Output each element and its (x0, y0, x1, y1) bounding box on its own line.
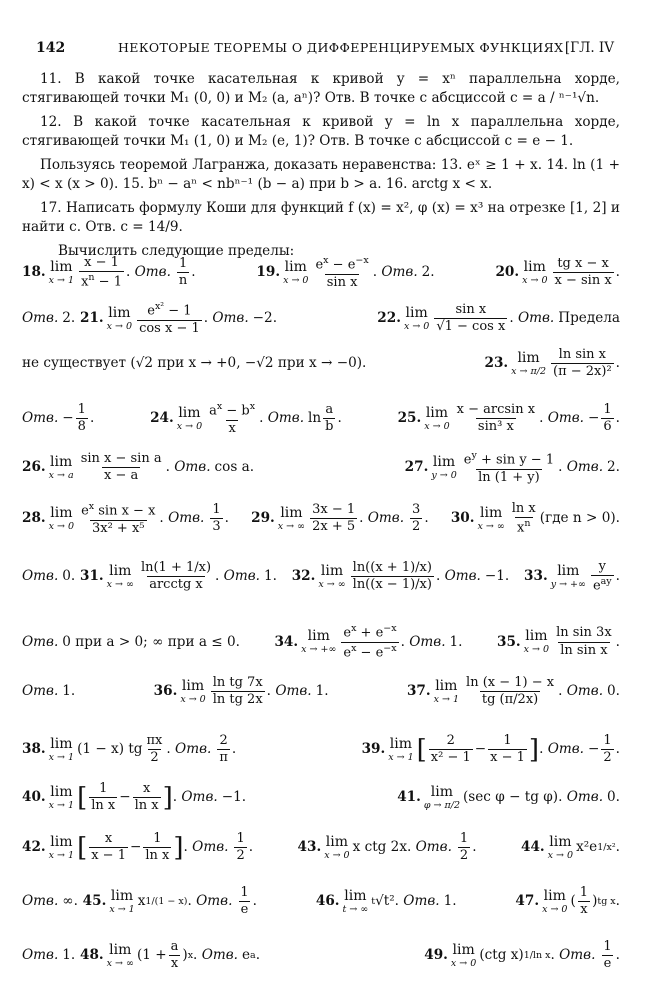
limit-34: 34. lim x → +∞ $\frac{e^x + e^{-x}}{e^x - e^{-x}}$ . Отв. 1. (274, 623, 463, 660)
limit-25: 25. lim x → 0 $\frac{\text{x − arcsin x}}{\text{sin³ x}}$ . Отв. − $\frac{1}{6}$ . (397, 402, 620, 435)
limits-row-6 (22, 502, 620, 536)
limit-20-answer-21: Отв. 2. 21. lim x → 0 $\frac{e^{x^2} - 1}{\text{cos x − 1}}$ . Отв. −2. (22, 301, 278, 336)
limits-row-3 (22, 348, 620, 380)
limit-43: 43. lim x → 0 x ctg 2x. Отв. $\frac{1}{2}$ . (297, 831, 477, 864)
limits-row-1 (22, 256, 620, 290)
limits-row-11 (22, 782, 620, 814)
limit-27: 27. lim y → 0 $\frac{e^y + \sin y - 1}{\ln (1 + y)}$ . Отв. 2. (404, 450, 620, 485)
limits-row-2 (22, 302, 620, 336)
limit-18: 18. lim x → 1 $\frac{x - 1}{x^n - 1}$ . Отв. $\frac{1}{n}$ . (22, 255, 196, 290)
limits-row-14 (22, 940, 620, 972)
limits-row-4 (22, 402, 620, 436)
limits-row-13 (22, 886, 620, 918)
limit-40: 40. lim x → 1 [ $\frac{1}{\text{ln x}}$ − $\frac{x}{\text{ln x}}$ ] . Отв. −1. (22, 781, 247, 814)
page-number: 142 (36, 40, 66, 56)
running-title: НЕКОТОРЫЕ ТЕОРЕМЫ О ДИФФЕРЕНЦИРУЕМЫХ ФУНКЦИЯХ (118, 40, 564, 55)
limit-42: 42. lim x → 1 [ $\frac{x}{x - 1}$ − $\frac{1}{\text{ln x}}$ ] . Отв. $\frac{1}{2}$ . (22, 831, 254, 864)
limit-23-answer: Отв. − $\frac{1}{8}$ . (22, 402, 95, 435)
problem-17: 17. Написать формулу Коши для функций f (x) = x², φ (x) = x³ на отрезке [1, 2] и найти c. Отв. c = 14/9. (22, 200, 620, 235)
limit-38: 38. lim x → 1 (1 − x) tg $\frac{\pi x}{2}$ . Отв. $\frac{2}{\pi}$ . (22, 733, 237, 766)
limits-row-7 (22, 560, 620, 594)
limit-33: 33. lim y → +∞ $\frac{y}{e^{ay}}$ . (524, 559, 620, 594)
page-body (22, 70, 620, 267)
limit-37: 37. lim x → 1 $\frac{\ln (x - 1) - x}{tg (\pi/2x)}$ . Отв. 0. (406, 675, 620, 708)
limit-36: 36. lim x → 0 $\frac{\text{ln tg 7x}}{\text{ln tg 2x}}$ . Отв. 1. (153, 675, 329, 708)
limit-49: 49. lim x → 0 (ctg x) 1/ln x . Отв. $\frac{1}{e}$ . (424, 939, 620, 972)
running-header (36, 40, 614, 62)
chapter-label: [ГЛ. IV (564, 40, 614, 56)
limits-row-12 (22, 832, 620, 864)
limit-33-answer: Отв. 0 при a > 0; ∞ при a ≤ 0. (22, 633, 240, 650)
limit-24: 24. lim x → 0 $\frac{a^x - b^x}{x}$ . Отв. ln $\frac{a}{b}$ . (150, 401, 342, 436)
limits-row-8 (22, 624, 620, 660)
limits-row-5 (22, 451, 620, 485)
problems-13-16: Пользуясь теоремой Лагранжа, доказать неравенства: 13. eˣ ≥ 1 + x. 14. ln (1 + x) < x (x > 0). 15. bⁿ − aⁿ < nbⁿ⁻¹ (b − a) при b > a. 16. arctg x < x. (22, 157, 620, 192)
limit-22-answer: не существует (√2 при x → +0, −√2 при x → −0). (22, 355, 367, 372)
limit-26: 26. lim x → a $\frac{\text{sin x − sin a}}{x - a}$ . Отв. cos a. (22, 451, 255, 484)
limit-19: 19. lim x → 0 $\frac{e^x - e^{-x}}{\text{sin x}}$ . Отв. 2. (256, 255, 435, 290)
limit-23: 23. lim x → π/2 $\frac{\text{ln sin x}}{\text{(π − 2x)²}}$ . (484, 347, 620, 380)
limit-44: 44. lim x → 0 x²e 1/x² . (521, 834, 620, 862)
problem-12: 12. В какой точке касательная к кривой y = ln x параллельна хорде, стягивающей точки M₁ (1, 0) и M₂ (e, 1)? Отв. В точке с абсциссой c = e − 1. (22, 114, 620, 149)
subheading: Вычислить следующие пределы: (58, 243, 295, 259)
limit-29: 29. lim x → ∞ $\frac{3x - 1}{2x + 5}$ . Отв. $\frac{3}{2}$ . (251, 502, 429, 535)
limits-row-9 (22, 676, 620, 708)
limit-22: 22. lim x → 0 $\frac{\text{sin x}}{\text{√1 − cos x}}$ . Отв. Предела (377, 302, 620, 335)
limit-41: 41. lim φ → π/2 (sec φ − tg φ). Отв. 0. (397, 784, 620, 812)
limit-32: 32. lim x → ∞ $\frac{\ln((x + 1)/x)}{\ln((x - 1)/x)}$ . Отв. −1. (291, 560, 510, 593)
limit-35: 35. lim x → 0 $\frac{\text{ln sin 3x}}{\text{ln sin x}}$ . (497, 625, 620, 658)
limit-46: 46. lim t → ∞ t √t². Отв. 1. (315, 888, 457, 916)
limit-20: 20. lim x → 0 $\frac{\text{tg x − x}}{\text{x − sin x}}$ . (495, 256, 620, 289)
limit-48: Отв. 1. 48. lim x → ∞ (1 + $\frac{a}{x}$ ) x . Отв. e a . (22, 939, 261, 972)
limit-39: 39. lim x → 1 [ $\frac{2}{\text{x² − 1}}$ − $\frac{1}{x - 1}$ ] . Отв. − $\frac{1}{2}$ . (361, 733, 620, 766)
problem-11: 11. В какой точке касательная к кривой y = xⁿ параллельна хорде, стягивающей точки M₁ (0, 0) и M₂ (a, aⁿ)? Отв. В точке с абсциссой c = a / ⁿ⁻¹√n. (22, 71, 620, 106)
limit-30: 30. lim x → ∞ $\frac{\text{ln x}}{x^n}$ (где n > 0). (450, 501, 620, 536)
limit-45: Отв. ∞. 45. lim x → 1 x 1/(1 − x) . Отв. $\frac{1}{e}$ . (22, 885, 257, 918)
limit-47: 47. lim x → 0 ( $\frac{1}{x}$ ) tg x . (515, 885, 620, 918)
limits-row-10 (22, 734, 620, 766)
limit-28: 28. lim x → 0 $\frac{e^x \sin x - x}{\text{3x² + x⁵}}$ . Отв. $\frac{1}{3}$ . (22, 501, 229, 536)
limit-35-answer: Отв. 1. (22, 683, 76, 700)
limit-31: Отв. 0. 31. lim x → ∞ $\frac{\ln(1 + 1/x)}{\text{arcctg x}}$ . Отв. 1. (22, 560, 277, 593)
